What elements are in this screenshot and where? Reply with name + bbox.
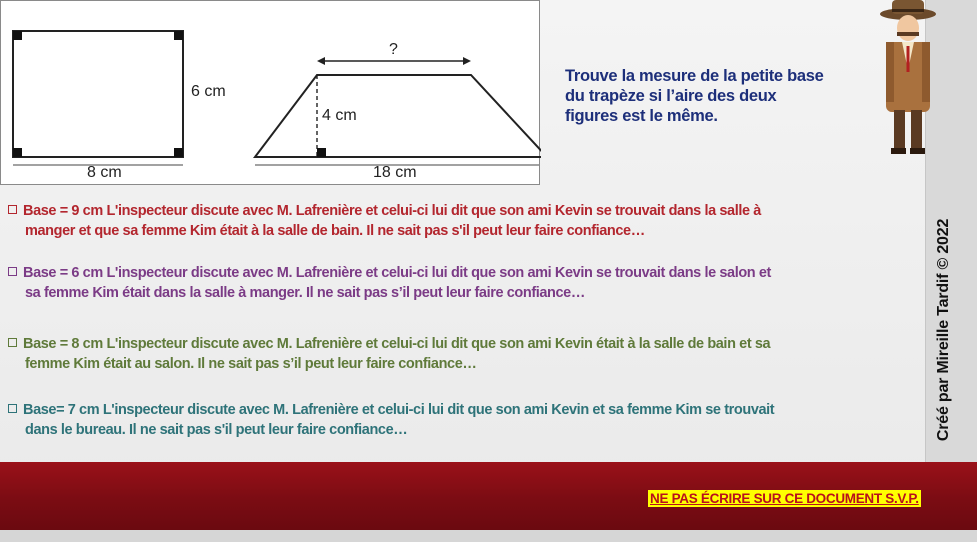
detective-illustration: [878, 0, 938, 160]
question-text: Trouve la mesure de la petite base du trapèze si l’aire des deux figures est le même.: [565, 67, 824, 125]
option-line-2: dans le bureau. Il ne sait pas s'il peut leur faire confiance…: [25, 422, 408, 438]
answer-option-4[interactable]: [8, 400, 908, 440]
trapezoid-base-label: 18 cm: [373, 164, 417, 181]
option-line-1: Base = 9 cm L'inspecteur discute avec M. Lafrenière et celui-ci lui dit que son ami Kevin se trouvait dans la salle à: [23, 203, 761, 219]
option-line-2: manger et que sa femme Kim était à la salle de bain. Il ne sait pas s'il peut leur faire confiance…: [25, 223, 645, 239]
warning-banner: NE PAS ÉCRIRE SUR CE DOCUMENT S.V.P.: [650, 491, 919, 506]
answer-option-1[interactable]: [8, 201, 908, 241]
trapezoid-top-label: ?: [389, 41, 398, 58]
checkbox-icon[interactable]: [8, 267, 17, 276]
checkbox-icon[interactable]: [8, 205, 17, 214]
answer-option-3[interactable]: [8, 334, 908, 374]
option-line-1: Base = 8 cm L'inspecteur discute avec M. Lafrenière et celui-ci lui dit que son ami Kevin était à la salle de bain et sa: [23, 336, 771, 352]
geometry-figure: [0, 0, 540, 185]
checkbox-icon[interactable]: [8, 338, 17, 347]
option-line-1: Base= 7 cm L'inspecteur discute avec M. Lafrenière et celui-ci lui dit que son ami Kevin et sa femme Kim se trouvait: [23, 402, 775, 418]
answer-option-2[interactable]: [8, 263, 908, 303]
trapezoid-shape: [255, 75, 541, 157]
option-line-1: Base = 6 cm L'inspecteur discute avec M. Lafrenière et celui-ci lui dit que son ami Kevin se trouvait dans le salon et: [23, 265, 771, 281]
rectangle-shape: [13, 31, 183, 157]
checkbox-icon[interactable]: [8, 404, 17, 413]
footer-band: [0, 530, 977, 542]
option-line-2: sa femme Kim était dans la salle à manger. Il ne sait pas s’il peut leur faire confiance…: [25, 285, 585, 301]
geometry-drawing: [1, 1, 541, 186]
credit-vertical: [930, 205, 958, 455]
rectangle-width-label: 8 cm: [87, 164, 122, 181]
credit-text: Créé par Mireille Tardif © 2022: [935, 218, 952, 442]
option-line-2: femme Kim était au salon. Il ne sait pas s’il peut leur faire confiance…: [25, 356, 477, 372]
rectangle-height-label: 6 cm: [191, 83, 226, 100]
trapezoid-height-label: 4 cm: [322, 107, 357, 124]
